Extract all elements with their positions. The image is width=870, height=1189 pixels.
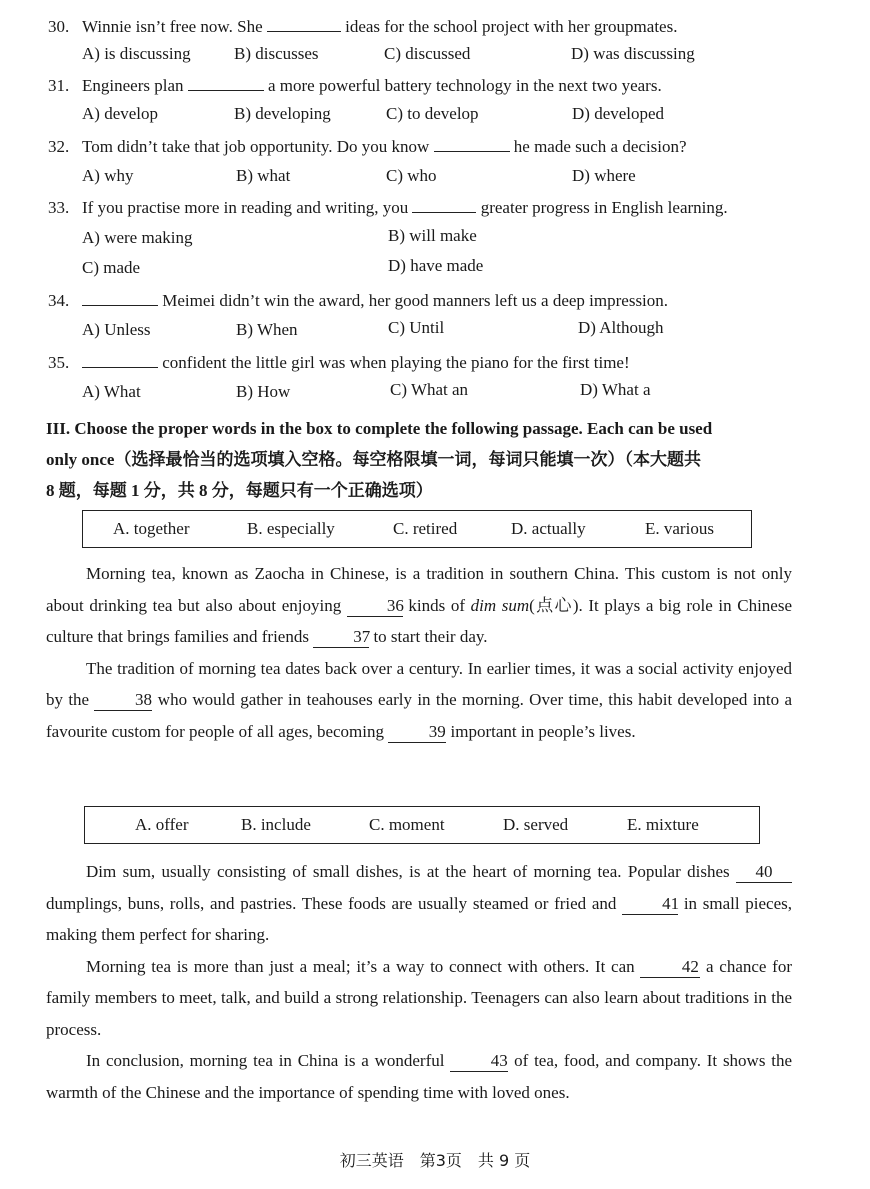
passage-text: of tea, food, and company. It shows the warmth of the Chinese and the importance of spending time with loved ones. [46,1051,793,1102]
option-b: B) will make [388,226,477,245]
question-text-post: greater progress in English learning. [480,198,728,217]
word-box-2 [84,806,760,844]
blank-38: 38 [94,690,152,711]
section-heading-line: only once（选择最恰当的选项填入空格。每空格限填一词，每词只能填一次）（本大题共 [46,450,701,469]
question-33 [48,193,828,223]
word-option: B. include [241,815,311,834]
option-b: B) discusses [234,44,319,63]
question-31 [48,71,828,101]
passage-text: in small pieces, making them perfect for sharing. [46,893,793,944]
word-box-1 [82,510,752,548]
question-number: 34. [48,291,70,310]
question-text-post: confident the little girl was when playing the piano for the first time! [162,353,630,372]
option-c: C) Until [388,318,445,337]
option-d: D) What a [580,380,651,399]
paragraph [46,856,792,951]
passage-text: In conclusion, morning tea in China is a wonderful [86,1051,445,1070]
passage-text: kinds of [408,595,466,615]
answer-blank [82,289,158,306]
question-text-post: he made such a decision? [513,137,687,156]
word-option: B. especially [247,519,335,538]
page-footer [0,1148,870,1171]
section-heading-line: 8 题，每题 1 分，共 8 分，每题只有一个正确选项） [46,481,433,500]
word-option: D. served [503,815,569,834]
option-d: D) have made [388,256,484,275]
question-text-post: Meimei didn’t win the award, her good manners left us a deep impression. [162,291,669,310]
option-d: D) where [572,166,636,185]
option-c: C) What an [390,380,469,399]
word-option: C. retired [393,519,458,538]
blank-43: 43 [450,1051,508,1072]
question-34 [48,286,828,316]
question-number: 35. [48,353,70,372]
question-number: 33. [48,198,70,217]
blank-42: 42 [640,957,700,978]
option-a: A) is discussing [82,44,191,63]
answer-blank [82,351,158,368]
question-text-post: ideas for the school project with her groupmates. [345,17,678,36]
passage-text: important in people’s lives. [450,721,636,741]
option-a: A) develop [82,104,159,123]
question-32 [48,132,828,162]
answer-blank [267,15,341,32]
question-number: 30. [48,17,70,36]
answer-blank [434,135,510,152]
paragraph [46,1045,792,1108]
word-option: C. moment [369,815,445,834]
footer-subject: 初三英语 [339,1151,404,1170]
paragraph [46,951,792,1046]
option-b: B) How [236,382,291,401]
passage-1 [46,558,792,747]
option-b: B) what [236,166,291,185]
option-d: D) Although [578,318,664,337]
paragraph [46,653,792,748]
question-35 [48,348,828,378]
passage-text: Morning tea is more than just a meal; it’s a way to connect with others. It can [86,956,635,976]
question-text-pre: Engineers plan [82,76,184,95]
passage-text: Dim sum, usually consisting of small dishes, is at the heart of morning tea. Popular dishes [86,862,730,881]
footer-page: 第3页 [419,1151,462,1170]
passage-text: Morning tea, known as Zaocha in Chinese, is a tradition in southern China. This custom is not only about drinking tea but also about enjoying [46,564,792,615]
passage-text: a chance for family members to meet, talk, and build a strong relationship. Teenagers can also learn about traditions in the process. [46,956,792,1039]
option-d: D) developed [572,104,665,123]
passage-text: who would gather in teahouses early in the morning. Over time, this habit developed into a favourite custom for people of all ages, becoming [46,690,793,741]
word-option: E. various [645,519,714,538]
blank-39: 39 [388,722,446,743]
blank-36: 36 [347,596,403,617]
blank-37: 37 [313,627,369,648]
option-a: A) What [82,382,141,401]
option-b: B) developing [234,104,331,123]
option-c: C) made [82,258,141,277]
option-c: C) discussed [384,44,471,63]
passage-text: (点心). It plays a big role in Chinese culture that brings families and friends [46,595,792,646]
answer-blank [412,196,476,213]
option-a: A) were making [82,228,193,247]
paragraph [46,558,792,653]
word-option: E. mixture [627,815,699,834]
passage-text: to start their day. [373,627,488,646]
answer-blank [188,74,264,91]
question-number: 32. [48,137,70,156]
option-a: A) Unless [82,320,151,339]
question-30 [48,12,828,42]
passage-text: The tradition of morning tea dates back over a century. In earlier times, it was a social activity enjoyed by the [46,658,792,709]
question-text-pre: If you practise more in reading and writing, you [82,198,409,217]
footer-total: 共 9 页 [477,1151,531,1170]
passage-2 [46,856,792,1108]
question-text-pre: Tom didn’t take that job opportunity. Do you know [82,137,430,156]
question-text-post: a more powerful battery technology in the next two years. [268,76,662,95]
section-heading [46,413,836,506]
blank-40: 40 [736,862,792,883]
passage-text: dumplings, buns, rolls, and pastries. These foods are usually steamed or fried and [46,893,617,913]
question-number: 31. [48,76,70,95]
question-text-pre: Winnie isn’t free now. She [82,17,263,36]
option-b: B) When [236,320,298,339]
word-option: A. together [113,519,190,538]
blank-41: 41 [622,894,678,915]
option-a: A) why [82,166,134,185]
passage-text-italic: dim sum [470,595,530,615]
word-option: A. offer [135,815,189,834]
section-heading-line: III. Choose the proper words in the box to complete the following passage. Each can be used [46,419,713,438]
option-d: D) was discussing [571,44,695,63]
word-option: D. actually [511,519,586,538]
option-c: C) to develop [386,104,479,123]
option-c: C) who [386,166,437,185]
